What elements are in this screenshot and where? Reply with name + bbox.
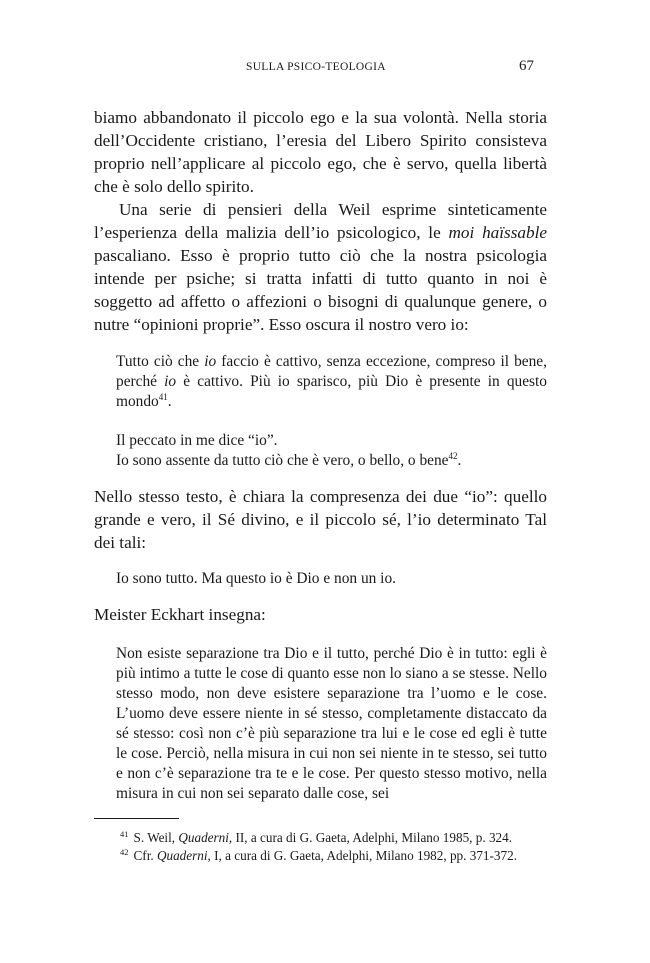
- paragraph-two-io: Nello stesso testo, è chiara la compresenza dei due “io”: quello grande e vero, il Sé divino, e il piccolo sé, l’io determinato Tal dei tali:: [94, 487, 547, 552]
- blockquote-weil-2-line1: Il peccato in me dice “io”.: [116, 432, 278, 449]
- blockquote-eckhart-text: Non esiste separazione tra Dio e il tutto, perché Dio è in tutto: egli è più intimo a tutte le cose di quanto esse non lo siano a se stesse. Nello stesso modo, non deve esistere separazione tra l’uomo e le cose. L’uomo deve essere niente in sé stesso, completamente distaccato da sé stesso: così non c’è più separazione tra lui e le cose ed egli è tutte le cose. Perciò, nella misura in cui non sei niente in te stesso, sei tutto e non c’è separazione tra te e le cose. Per questo stesso motivo, nella misura in cui non sei separato dalle cose, sei: [116, 645, 547, 802]
- paragraph-weil-text-a: Una serie di pensieri della Weil esprime sinteticamente l’esperienza della malizia dell’io psicologico, le: [94, 200, 547, 242]
- quote-text: è cattivo. Più io sparisco, più Dio è presente in questo mondo: [116, 373, 547, 410]
- running-title: SULLA PSICO-TEOLOGIA: [246, 61, 386, 73]
- footnote-41: [120, 829, 547, 847]
- footnote-text: , II, a cura di G. Gaeta, Adelphi, Milano 1985, p. 324.: [228, 830, 513, 845]
- running-header: [0, 60, 650, 78]
- paragraph-weil-text-b: pascaliano. Esso è proprio tutto ciò che la nostra psicologia intende per psiche; si tratta infatti di tutto quanto in noi è soggetto ad affetto o affezioni o bisogni di qualunque genere, o nutre “opinioni proprie”. Esso oscura il nostro vero io:: [94, 246, 547, 334]
- footnotes: [120, 829, 547, 865]
- quote-text: faccio è cattivo, senza eccezione, compreso il bene, perché: [116, 353, 547, 390]
- blockquote-eckhart: [116, 644, 547, 804]
- paragraph-weil: [94, 198, 547, 336]
- paragraph-weil-italic: moi haïssable: [448, 223, 547, 242]
- footnote-mark: 41: [120, 828, 129, 839]
- blockquote-weil-2: [116, 431, 547, 471]
- quote-italic: io: [204, 353, 217, 370]
- paragraph-eckhart: Meister Eckhart insegna:: [94, 605, 266, 624]
- blockquote-weil-3: [116, 569, 547, 589]
- footnote-42: [120, 847, 547, 865]
- footnote-text: S. Weil,: [133, 830, 179, 845]
- footnote-ref-42[interactable]: 42: [448, 450, 458, 461]
- footnote-italic: Quaderni: [178, 830, 229, 845]
- quote-text: Io sono assente da tutto ciò che è vero, o bello, o bene: [116, 452, 449, 469]
- blockquote-weil-1: [116, 352, 547, 412]
- blockquote-weil-2-line2: Io sono assente da tutto ciò che è vero, o bello, o bene$^{42}$.: [116, 450, 462, 469]
- footnote-text: , I, a cura di G. Gaeta, Adelphi, Milano 1982, pp. 371-372.: [207, 848, 517, 863]
- footnote-divider: [94, 818, 179, 819]
- footnote-text: Cfr.: [133, 848, 157, 863]
- quote-text: Tutto ciò che: [116, 353, 205, 370]
- blockquote-weil-1-text: Tutto ciò che io faccio è cattivo, senza eccezione, compreso il bene, perché io è cattivo. Più io sparisco, più Dio è presente in questo mondo$^{41}$.: [116, 353, 547, 410]
- paragraph-continuation: biamo abbandonato il piccolo ego e la sua volontà. Nella storia dell’Occidente cristiano, l’eresia del Libero Spirito consisteva proprio nell’applicare al piccolo ego, che è servo, quella libertà che è solo dello spirito.: [94, 108, 547, 196]
- page-number: 67: [519, 58, 534, 74]
- main-text: [94, 106, 547, 804]
- footnote-italic: Quaderni: [156, 848, 208, 863]
- footnote-mark: 42: [120, 846, 129, 857]
- footnote-ref-41[interactable]: 41: [158, 391, 168, 402]
- quote-italic: io: [164, 373, 177, 390]
- blockquote-weil-3-text: Io sono tutto. Ma questo io è Dio e non un io.: [116, 570, 396, 587]
